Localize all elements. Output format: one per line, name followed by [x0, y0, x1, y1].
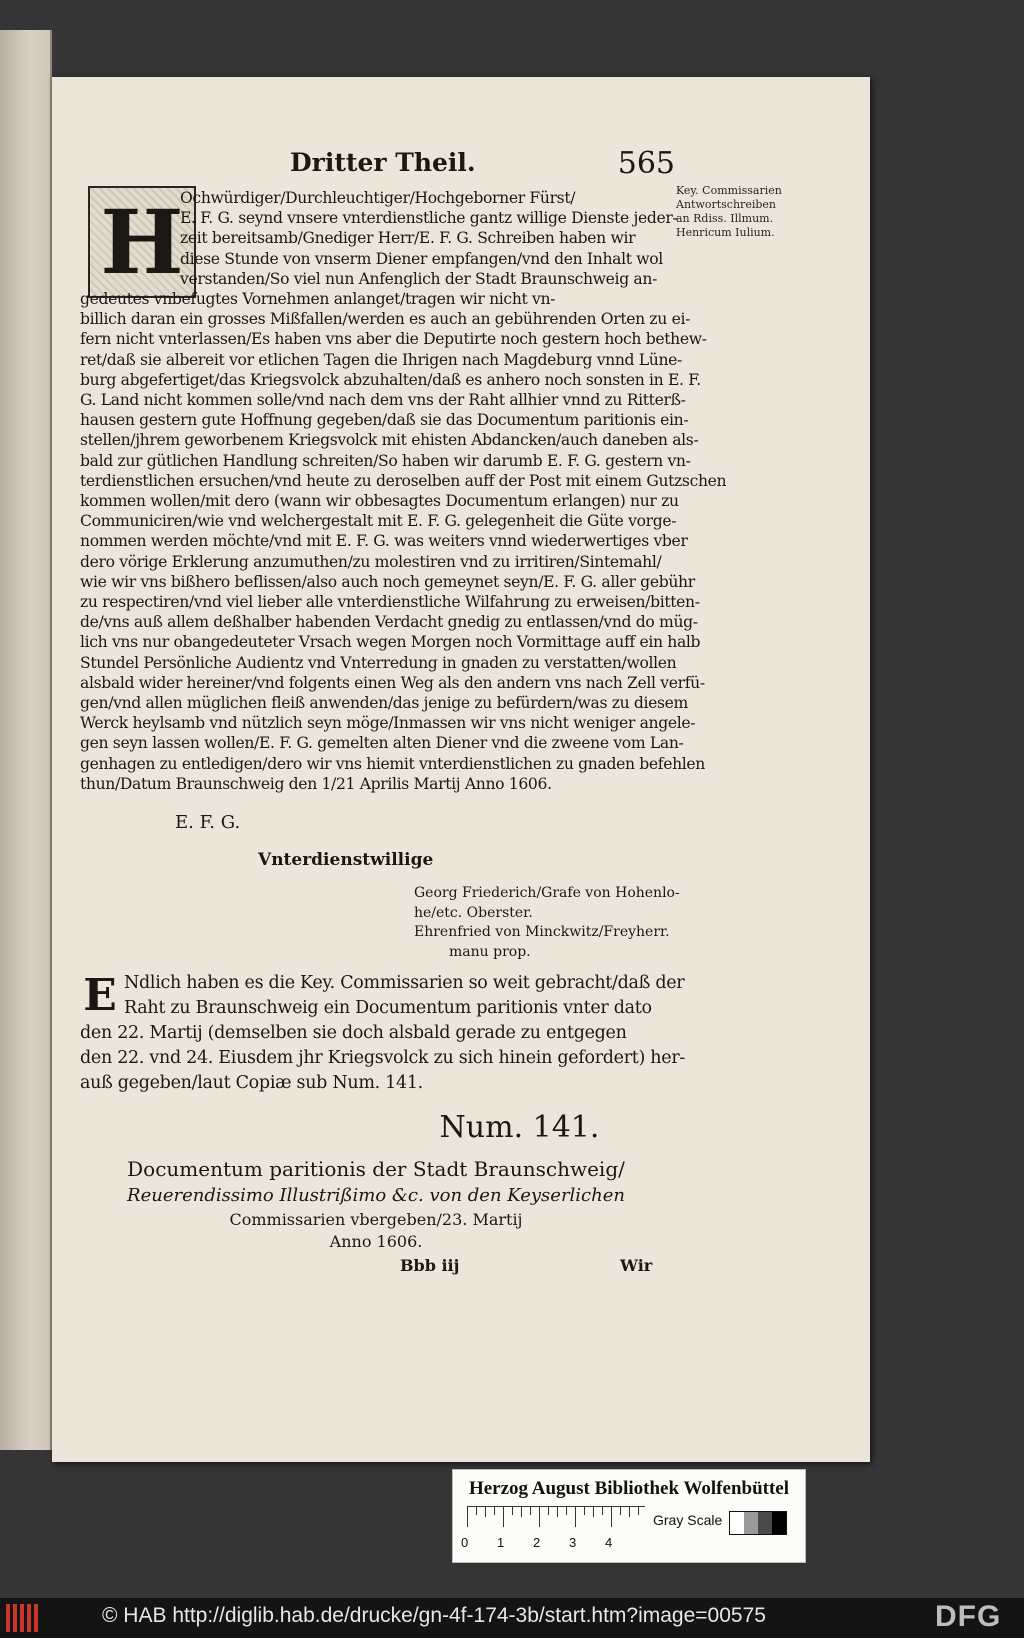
text-line: Werck heylsamb vnd nützlich seyn möge/Inmassen wir vns nicht weniger angele- — [80, 714, 696, 733]
ruler-tick — [557, 1507, 558, 1517]
text-line: lich vns nur obangedeuteter Vrsach wegen Morgen noch Vormittage auff ein halb — [80, 633, 701, 652]
grayscale-bar — [729, 1511, 787, 1535]
decorated-initial: H — [88, 186, 196, 298]
number-heading-text: Num. 141. — [439, 1110, 600, 1145]
second-initial: E — [83, 970, 117, 1021]
signature-block — [414, 884, 680, 962]
text-line: de/vns auß allem deßhalber habenden Verdacht gnedig zu entlassen/vnd do müg- — [80, 613, 698, 632]
text-line: diese Stunde von vnserm Diener empfangen/vnd den Inhalt wol — [180, 249, 663, 268]
text-line: Ochwürdiger/Durchleuchtiger/Hochgeborner Fürst/ — [180, 189, 576, 207]
margin-note-line: Henricum Iulium. — [676, 226, 775, 239]
signature-line: Ehrenfried von Minckwitz/Freyherr. — [414, 924, 670, 940]
text-line: G. Land nicht kommen solle/vnd nach dem vns der Raht allhier vnnd zu Ritterß- — [80, 391, 686, 410]
salutation: E. F. G. — [175, 812, 241, 833]
ruler-tick — [539, 1507, 540, 1527]
ruler-tick — [575, 1507, 576, 1527]
second-paragraph — [80, 971, 686, 1096]
text-line: dero vörige Erklerung anzumuthen/zu molestiren vnd zu irritiren/Sintemahl/ — [80, 552, 662, 571]
text-line: genhagen zu entledigen/dero wir vns hiemit vnterdienstlichen zu gnaden befehlen — [80, 754, 705, 773]
margin-note-line: Antwortschreiben — [676, 198, 776, 211]
previous-page-edge — [0, 30, 52, 1450]
page-number: 565 — [617, 146, 675, 181]
signature-line: Georg Friederich/Grafe von Hohenlo- — [414, 885, 680, 901]
text-line: nommen werden möchte/vnd mit E. F. G. was weiters vnnd wiederwertiges vber — [80, 532, 688, 551]
subscription: Vnterdienstwillige — [258, 850, 434, 870]
text-line: verstanden/So viel nun Anfenglich der Stadt Braunschweig an- — [180, 269, 657, 288]
ruler-tick — [638, 1507, 639, 1515]
text-line: gedeutes vnbefugtes Vornehmen anlanget/tragen wir nicht vn- — [80, 290, 556, 309]
text-line: Ndlich haben es die Key. Commissarien so weit gebracht/daß der — [124, 973, 685, 993]
ruler-label: 0 — [461, 1535, 469, 1550]
grayscale-swatch — [730, 1512, 744, 1534]
document-title — [96, 1155, 656, 1253]
grayscale-swatch — [772, 1512, 786, 1534]
text-line: hausen gestern gute Hoffnung gegeben/daß sie das Documentum paritionis ein- — [80, 411, 689, 430]
first-lines — [80, 188, 678, 289]
header-title: Dritter Theil. — [290, 148, 476, 177]
ruler-tick — [476, 1507, 477, 1515]
grayscale-swatch — [744, 1512, 758, 1534]
text-line: Raht zu Braunschweig ein Documentum paritionis vnter dato — [124, 998, 652, 1018]
ruler-tick — [620, 1507, 621, 1515]
signature-line: manu prop. — [449, 943, 531, 960]
text-line: gen seyn lassen wollen/E. F. G. gemelten alten Diener vnd die zweene vom Lan- — [80, 734, 684, 753]
catchword: Wir — [620, 1256, 653, 1275]
ruler-label: 1 — [497, 1535, 505, 1550]
ruler-label: 2 — [533, 1535, 541, 1550]
ruler-label: 4 — [605, 1535, 613, 1550]
margin-note-line: an Rdiss. Illmum. — [676, 212, 774, 225]
ruler-tick — [467, 1507, 468, 1527]
text-line: auß gegeben/laut Copiæ sub Num. 141. — [80, 1073, 423, 1093]
text-line: zu respectiren/vnd viel lieber alle vnterdienstliche Wilfahrung zu erweisen/bitten- — [80, 593, 700, 612]
grayscale-swatch — [758, 1512, 772, 1534]
number-heading — [0, 1110, 924, 1145]
signature-mark: Bbb iij — [400, 1256, 460, 1275]
signature-line: he/etc. Oberster. — [414, 904, 533, 921]
text-line: den 22. Martij (demselben sie doch alsbald gerade zu entgegen — [80, 1023, 627, 1043]
document-title-line: Documentum paritionis der Stadt Braunschweig/ — [127, 1157, 625, 1181]
ruler-tick — [566, 1507, 567, 1515]
grayscale-label: Gray Scale — [653, 1512, 723, 1528]
text-line: den 22. vnd 24. Eiusdem jhr Kriegsvolck zu sich hinein gefordert) her- — [80, 1048, 686, 1068]
text-line: Communiciren/wie vnd welchergestalt mit E. F. G. gelegenheit die Güte vorge- — [80, 512, 677, 531]
text-line: zeit bereitsamb/Gnediger Herr/E. F. G. Schreiben haben wir — [180, 229, 636, 248]
text-line: stellen/jhrem geworbenem Kriegsvolck mit ehisten Abdancken/auch daneben als- — [80, 431, 699, 450]
ruler-tick — [485, 1507, 486, 1517]
text-line: Stundel Persönliche Audientz vnd Vnterredung in gnaden zu verstatten/wollen — [80, 653, 677, 672]
ruler-label: 3 — [569, 1535, 577, 1550]
text-line: burg abgefertiget/das Kriegsvolck abzuhalten/daß es anhero noch sonsten in E. F. — [80, 370, 701, 389]
ruler-tick — [530, 1507, 531, 1515]
running-header — [290, 148, 675, 184]
text-line: wie wir vns bißhero beflissen/also auch noch gemeynet seyn/E. F. G. aller gebühr — [80, 572, 695, 591]
text-line: kommen wollen/mit dero (wann wir obbesagtes Documentum erlangen) nur zu — [80, 492, 679, 511]
text-line: bald zur gütlichen Handlung schreiten/So haben wir darumb E. F. G. gestern vn- — [80, 451, 691, 470]
ruler-tick — [602, 1507, 603, 1515]
card-title: Herzog August Bibliothek Wolfenbüttel — [468, 1478, 790, 1499]
text-line: billich daran ein grosses Mißfallen/werden es auch an gebührenden Orten zu ei- — [80, 310, 691, 329]
scale-ruler — [467, 1506, 645, 1527]
text-line: terdienstlichen ersuchen/vnd heute zu deroselben auff der Post mit einem Gutzschen — [80, 471, 727, 490]
text-line: alsbald wider hereiner/vnd folgents einen Weg als den andern vns nach Zell verfü- — [80, 673, 705, 692]
document-title-line: Anno 1606. — [329, 1232, 423, 1251]
dfg-logo: DFG — [935, 1600, 1002, 1633]
hab-logo-icon — [6, 1604, 46, 1632]
ruler-tick — [593, 1507, 594, 1517]
margin-note — [676, 184, 794, 240]
color-card — [452, 1469, 806, 1563]
text-line: gen/vnd allen müglichen fleiß anwenden/das jenige zu befürdern/was zu diesem — [80, 694, 688, 713]
ruler-tick — [548, 1507, 549, 1515]
ruler-tick — [611, 1507, 612, 1527]
document-title-line: Commissarien vbergeben/23. Martij — [229, 1210, 523, 1229]
ruler-tick — [494, 1507, 495, 1515]
document-title-line: Reuerendissimo Illustrißimo &c. von den Keyserlichen — [127, 1185, 625, 1206]
ruler-tick — [584, 1507, 585, 1515]
text-line: thun/Datum Braunschweig den 1/21 Aprilis Martij Anno 1606. — [80, 774, 552, 793]
text-line: ret/daß sie albereit vor etlichen Tagen die Ihrigen nach Magdeburg vnnd Lüne- — [80, 350, 682, 369]
ruler-tick — [503, 1507, 504, 1527]
ruler-tick — [629, 1507, 630, 1517]
footer-url[interactable]: © HAB http://diglib.hab.de/drucke/gn-4f-174-3b/start.htm?image=00575 — [102, 1604, 766, 1627]
ruler-tick — [512, 1507, 513, 1515]
margin-note-line: Key. Commissarien — [676, 184, 782, 197]
text-line: fern nicht vnterlassen/Es haben vns aber die Deputirte noch gestern hoch bethew- — [80, 330, 707, 349]
ruler-tick — [521, 1507, 522, 1517]
text-line: E. F. G. seynd vnsere vnterdienstliche gantz willige Dienste jeder- — [180, 209, 678, 228]
